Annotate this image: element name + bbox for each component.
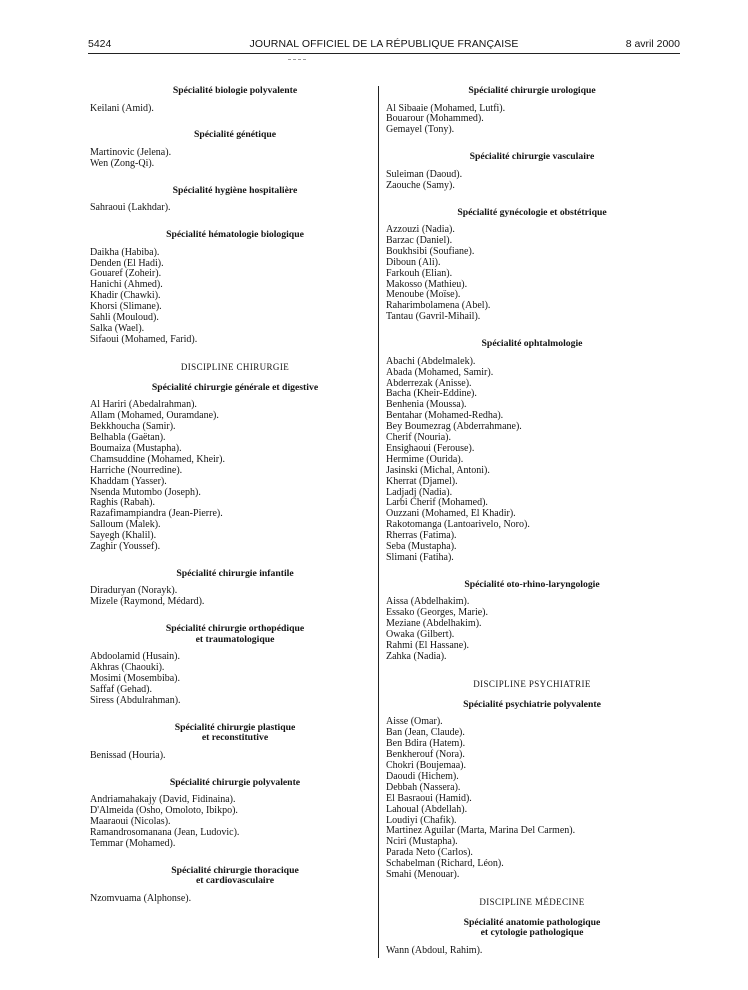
specialty-heading-line: Spécialité chirurgie générale et digestive: [151, 381, 319, 393]
discipline-section: [90, 362, 380, 372]
name-entry: Denden (El Hadi).: [90, 257, 164, 269]
name-entry: Keilani (Amid).: [90, 102, 154, 114]
specialty-heading: [90, 569, 380, 580]
name-entry: Chokri (Boujemaa).: [386, 759, 466, 771]
name-entry: Cherif (Nouria).: [386, 432, 451, 444]
name-entry: Sayegh (Khalil).: [90, 530, 157, 542]
specialty-section: [386, 339, 678, 564]
name-entry: Hanichi (Ahmed).: [90, 279, 163, 291]
name-entry: Mosimi (Mosembiba).: [90, 673, 180, 685]
name-entry: Barzac (Daniel).: [386, 234, 453, 246]
name-entry: Rherras (Fatima).: [386, 530, 457, 542]
specialty-section: [386, 580, 678, 663]
name-list: [386, 170, 678, 192]
specialty-section: [90, 569, 380, 608]
right-column: [382, 86, 678, 973]
name-list: [90, 148, 380, 170]
name-list: [90, 248, 380, 346]
name-list: [90, 751, 380, 762]
specialty-heading: [386, 86, 678, 97]
name-entry: Kherrat (Djamel).: [386, 475, 458, 487]
specialty-heading-line: et cytologie pathologique: [480, 927, 584, 939]
name-entry: Lahoual (Abdellah).: [386, 803, 468, 815]
left-column: [90, 86, 380, 921]
specialty-section: [90, 383, 380, 553]
name-entry: Gemayel (Tony).: [386, 124, 455, 136]
name-list: [90, 652, 380, 707]
name-entry: Aissa (Abdelhakim).: [386, 596, 470, 608]
specialty-section: [386, 152, 678, 191]
specialty-heading: [386, 152, 678, 163]
name-entry: Wann (Abdoul, Rahim).: [386, 944, 483, 956]
specialty-heading: [386, 339, 678, 350]
name-entry: Boukhsibi (Soufiane).: [386, 245, 475, 257]
name-entry: Abada (Mohamed, Samir).: [386, 366, 494, 378]
name-entry: Siress (Abdulrahman).: [90, 694, 181, 706]
page-number: 5424: [88, 38, 112, 50]
name-list: [386, 225, 678, 323]
specialty-section: [90, 624, 380, 707]
name-entry: Sahraoui (Lakhdar).: [90, 202, 171, 214]
name-entry: Slimani (Fatiha).: [386, 552, 454, 563]
name-entry: Zaghir (Youssef).: [90, 541, 161, 553]
name-entry: Schabelman (Richard, Léon).: [386, 858, 504, 870]
specialty-section: [90, 866, 380, 905]
specialty-heading-line: Spécialité chirurgie infantile: [176, 567, 294, 579]
name-entry: Belhabla (Gaëtan).: [90, 432, 166, 443]
specialty-section: [386, 700, 678, 881]
name-list: [90, 795, 380, 850]
name-entry: Bekkhoucha (Samir).: [90, 421, 176, 433]
specialty-heading-line: Spécialité gynécologie et obstétrique: [457, 206, 607, 218]
name-entry: Ouzzani (Mohamed, El Khadir).: [386, 508, 516, 520]
name-entry: Makosso (Mathieu).: [386, 278, 468, 290]
specialty-section: [90, 186, 380, 214]
name-entry: Hermime (Ourida).: [386, 453, 464, 465]
journal-title: JOURNAL OFFICIEL DE LA RÉPUBLIQUE FRANÇAISE: [249, 38, 519, 50]
column-divider: [378, 86, 379, 958]
specialty-section: [90, 723, 380, 762]
name-entry: Allam (Mohamed, Ouramdane).: [90, 410, 219, 422]
specialty-section: [386, 86, 678, 136]
name-entry: Razafimampiandra (Jean-Pierre).: [90, 508, 223, 520]
name-entry: Maaraoui (Nicolas).: [90, 816, 171, 828]
name-entry: Daikha (Habiba).: [90, 246, 160, 258]
discipline-section: [386, 679, 678, 689]
name-entry: Ensighaoui (Ferouse).: [386, 442, 475, 454]
specialty-section: [90, 230, 380, 346]
name-entry: Bacha (Kheir-Eddine).: [386, 388, 477, 400]
name-entry: Martinez Aguilar (Marta, Marina Del Carmen).: [386, 825, 576, 837]
specialty-heading: [386, 700, 678, 711]
name-entry: Tantau (Gavril-Mihail).: [386, 311, 481, 323]
name-entry: Nzomvuama (Alphonse).: [90, 892, 192, 904]
name-entry: Rahmi (El Hassane).: [386, 640, 470, 652]
name-entry: El Basraoui (Hamid).: [386, 792, 472, 804]
name-list: [386, 717, 678, 881]
name-entry: Wen (Zong-Qi).: [90, 157, 155, 169]
specialty-heading-line: Spécialité psychiatrie polyvalente: [463, 698, 601, 710]
name-list: [90, 400, 380, 553]
name-entry: Al Sibaaie (Mohamed, Lutfi).: [386, 102, 506, 114]
discipline-title: DISCIPLINE MÉDECINE: [479, 896, 585, 907]
name-entry: Azzouzi (Nadia).: [386, 224, 455, 236]
name-entry: Raharimbolamena (Abel).: [386, 300, 491, 312]
name-entry: Salloum (Malek).: [90, 519, 161, 531]
specialty-heading: [90, 624, 380, 645]
name-entry: Akhras (Chaouki).: [90, 662, 165, 674]
name-entry: Khaddam (Yasser).: [90, 475, 167, 487]
page-header: [88, 38, 680, 52]
specialty-heading: [386, 208, 678, 219]
name-entry: Sifaoui (Mohamed, Farid).: [90, 333, 198, 345]
name-entry: Khorsi (Slimane).: [90, 301, 162, 313]
name-entry: Bentahar (Mohamed-Redha).: [386, 410, 504, 422]
specialty-heading-line: Spécialité chirurgie orthopédique: [165, 623, 305, 635]
name-entry: Diboun (Ali).: [386, 256, 441, 268]
specialty-heading-line: et traumatologique: [195, 633, 275, 645]
specialty-heading: [90, 230, 380, 241]
discipline-section: [386, 897, 678, 907]
name-entry: Abachi (Abdelmalek).: [386, 355, 476, 367]
name-entry: Martinovic (Jelena).: [90, 146, 172, 158]
name-entry: Ladjadj (Nadia).: [386, 486, 453, 498]
name-list: [90, 894, 380, 905]
specialty-section: [386, 208, 678, 324]
name-entry: Aisse (Omar).: [386, 716, 443, 728]
header-rule-mark: [288, 59, 306, 60]
name-entry: Chamsuddine (Mohamed, Kheir).: [90, 453, 225, 465]
name-entry: Ramandrosomanana (Jean, Ludovic).: [90, 826, 240, 838]
name-entry: Suleiman (Daoud).: [386, 168, 463, 180]
name-entry: Benissad (Houria).: [90, 749, 166, 761]
specialty-section: [90, 86, 380, 114]
specialty-heading: [386, 918, 678, 939]
name-entry: Jasinski (Michal, Antoni).: [386, 464, 490, 476]
name-entry: Bey Boumezrag (Abderrahmane).: [386, 421, 522, 433]
name-entry: Al Hariri (Abedalrahman).: [90, 399, 197, 411]
name-entry: Andriamahakajy (David, Fidinaina).: [90, 794, 236, 806]
name-entry: Benkherouf (Nora).: [386, 749, 465, 761]
name-entry: Temmar (Mohamed).: [90, 837, 176, 849]
name-entry: Seba (Mustapha).: [386, 541, 457, 553]
specialty-section: [90, 130, 380, 169]
name-list: [90, 586, 380, 608]
specialty-heading: [90, 186, 380, 197]
name-entry: Parada Neto (Carlos).: [386, 847, 473, 859]
specialty-heading-line: Spécialité hygiène hospitalière: [172, 184, 298, 196]
name-list: [386, 357, 678, 564]
specialty-heading-line: Spécialité oto-rhino-laryngologie: [464, 578, 600, 590]
name-list: [386, 104, 678, 137]
specialty-heading-line: Spécialité chirurgie vasculaire: [469, 151, 595, 163]
name-entry: Benhenia (Moussa).: [386, 399, 467, 411]
name-entry: Smahi (Menouar).: [386, 869, 460, 881]
name-entry: Ban (Jean, Claude).: [386, 727, 465, 739]
specialty-heading-line: Spécialité génétique: [193, 129, 277, 141]
name-entry: Mizele (Raymond, Médard).: [90, 596, 205, 608]
name-entry: Ben Bdira (Hatem).: [386, 738, 466, 750]
specialty-heading-line: Spécialité hématologie biologique: [166, 229, 304, 241]
name-entry: Abderrezak (Anisse).: [386, 377, 472, 389]
specialty-heading-line: Spécialité chirurgie thoracique: [171, 864, 299, 876]
name-entry: Daoudi (Hichem).: [386, 770, 459, 782]
name-entry: Zaouche (Samy).: [386, 179, 455, 191]
specialty-heading-line: Spécialité anatomie pathologique: [463, 916, 601, 928]
header-rule: [88, 53, 680, 54]
name-entry: Bouarour (Mohammed).: [386, 113, 484, 125]
specialty-heading: [90, 723, 380, 744]
specialty-heading: [90, 866, 380, 887]
publication-date: 8 avril 2000: [625, 38, 680, 50]
name-list: [386, 597, 678, 662]
specialty-heading: [90, 86, 380, 97]
name-list: [386, 946, 678, 957]
specialty-heading-line: et cardiovasculaire: [195, 875, 275, 887]
name-entry: Loudiyi (Chafik).: [386, 814, 457, 826]
discipline-title: DISCIPLINE PSYCHIATRIE: [473, 678, 591, 689]
specialty-section: [90, 778, 380, 850]
name-entry: Nciri (Mustapha).: [386, 836, 458, 848]
name-entry: Rakotomanga (Lantoarivelo, Noro).: [386, 519, 530, 531]
name-entry: D'Almeida (Osho, Omoloto, Ibikpo).: [90, 805, 238, 817]
name-entry: Boumaiza (Mustapha).: [90, 442, 182, 454]
name-entry: Sahli (Mouloud).: [90, 312, 159, 324]
name-entry: Debbah (Nassera).: [386, 781, 461, 793]
name-entry: Salka (Wael).: [90, 322, 145, 334]
specialty-heading-line: Spécialité biologie polyvalente: [172, 85, 298, 96]
specialty-heading-line: Spécialité ophtalmologie: [481, 338, 583, 350]
name-list: [90, 203, 380, 214]
name-entry: Essako (Georges, Marie).: [386, 607, 489, 619]
name-entry: Zahka (Nadia).: [386, 650, 447, 662]
name-entry: Harriche (Nourredine).: [90, 464, 183, 476]
specialty-heading: [90, 130, 380, 141]
name-entry: Khadir (Chawki).: [90, 290, 161, 302]
name-entry: Diraduryan (Norayk).: [90, 585, 178, 597]
name-entry: Nsenda Mutombo (Joseph).: [90, 486, 201, 498]
name-entry: Menoube (Moïse).: [386, 289, 461, 301]
name-entry: Abdoolamid (Husain).: [90, 651, 180, 663]
name-entry: Larbi Cherif (Mohamed).: [386, 497, 488, 509]
name-entry: Meziane (Abdelhakim).: [386, 618, 482, 630]
specialty-heading-line: Spécialité chirurgie plastique: [174, 721, 296, 733]
name-entry: Raghis (Rabah).: [90, 497, 155, 509]
specialty-heading-line: Spécialité chirurgie urologique: [468, 85, 596, 96]
name-entry: Owaka (Gilbert).: [386, 629, 455, 641]
specialty-heading-line: Spécialité chirurgie polyvalente: [169, 776, 301, 788]
name-entry: Saffaf (Gehad).: [90, 684, 153, 695]
specialty-section: [386, 918, 678, 957]
specialty-heading-line: et reconstitutive: [201, 732, 269, 744]
name-list: [90, 104, 380, 115]
name-entry: Farkouh (Elian).: [386, 267, 453, 279]
specialty-heading: [90, 778, 380, 789]
specialty-heading: [90, 383, 380, 394]
specialty-heading: [386, 580, 678, 591]
name-entry: Gouaref (Zoheir).: [90, 268, 162, 280]
discipline-title: DISCIPLINE CHIRURGIE: [180, 361, 290, 372]
